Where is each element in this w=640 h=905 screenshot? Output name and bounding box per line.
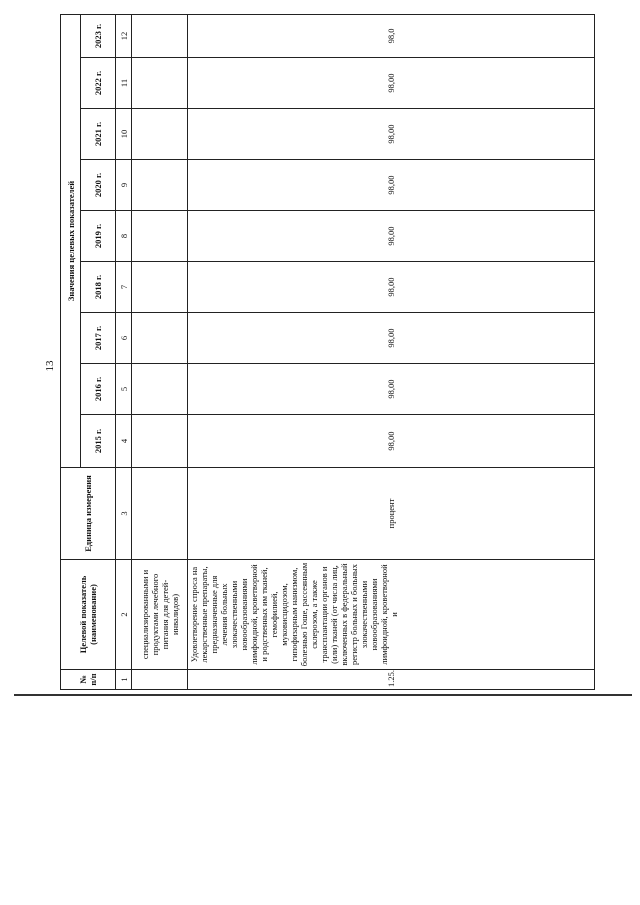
row-name-text: Удовлетворение спроса на лекарственные препараты, предназначенные для лечения больных злокачественными новообразованиями лимфоидной, кроветворной и родственных им тканей, гемофилией, муковисцидозом, гипофизарным нанизмом, болезнью Гоше, рассеянным склерозом, а также трансплантации органов и (или) тканей (от числа лиц, включенных в федеральный регистр больных и больных злокачественными новообразованиями лимфоидной, кроветворной и <box>189 562 400 667</box>
row-name-text: специализированными и продуктами лечебного питания для детей-инвалидов) <box>139 569 180 660</box>
column-number: 3 <box>116 468 132 560</box>
row-value: 98,00 <box>188 364 595 415</box>
column-number: 1 <box>116 670 132 690</box>
row-value: 98,00 <box>188 313 595 364</box>
row-value <box>132 313 188 364</box>
column-number: 8 <box>116 211 132 262</box>
column-number: 10 <box>116 109 132 160</box>
row-value: 98,00 <box>188 262 595 313</box>
header-year: 2022 г. <box>81 58 116 109</box>
row-value: 98,00 <box>188 211 595 262</box>
target-indicators-table <box>60 14 595 690</box>
row-value <box>132 109 188 160</box>
row-unit: процент <box>188 468 595 560</box>
header-year: 2020 г. <box>81 160 116 211</box>
column-number-row <box>116 14 132 689</box>
row-value: 98,0 <box>188 14 595 57</box>
header-name: Целевой показатель (наименование) <box>61 560 116 670</box>
page-number: 13 <box>44 360 56 372</box>
header-values-group: Значения целевых показателей <box>61 14 81 467</box>
table-row <box>132 14 188 689</box>
row-value <box>132 364 188 415</box>
column-number: 5 <box>116 364 132 415</box>
horizontal-rule <box>14 694 632 696</box>
header-num: № п/п <box>61 670 116 690</box>
row-value: 98,00 <box>188 160 595 211</box>
column-number: 2 <box>116 560 132 670</box>
row-value <box>132 262 188 313</box>
row-value <box>132 160 188 211</box>
header-row-1 <box>61 14 81 689</box>
header-year: 2019 г. <box>81 211 116 262</box>
row-value <box>132 58 188 109</box>
column-number: 7 <box>116 262 132 313</box>
row-value <box>132 211 188 262</box>
column-number: 11 <box>116 58 132 109</box>
row-num <box>132 670 188 690</box>
rotated-table-container <box>60 15 595 690</box>
row-num: 1.25. <box>188 670 595 690</box>
row-value: 98,00 <box>188 109 595 160</box>
row-value: 98,00 <box>188 58 595 109</box>
header-year: 2017 г. <box>81 313 116 364</box>
row-name <box>132 560 188 670</box>
header-year: 2018 г. <box>81 262 116 313</box>
header-year: 2015 г. <box>81 415 116 468</box>
row-value <box>132 415 188 468</box>
row-value: 98,00 <box>188 415 595 468</box>
row-name <box>188 560 595 670</box>
header-unit: Единица измерения <box>61 468 116 560</box>
row-value <box>132 14 188 57</box>
column-number: 6 <box>116 313 132 364</box>
header-year: 2016 г. <box>81 364 116 415</box>
column-number: 9 <box>116 160 132 211</box>
header-year: 2021 г. <box>81 109 116 160</box>
table-row <box>188 14 595 689</box>
row-unit <box>132 468 188 560</box>
column-number: 12 <box>116 14 132 57</box>
header-year: 2023 г. <box>81 14 116 57</box>
column-number: 4 <box>116 415 132 468</box>
